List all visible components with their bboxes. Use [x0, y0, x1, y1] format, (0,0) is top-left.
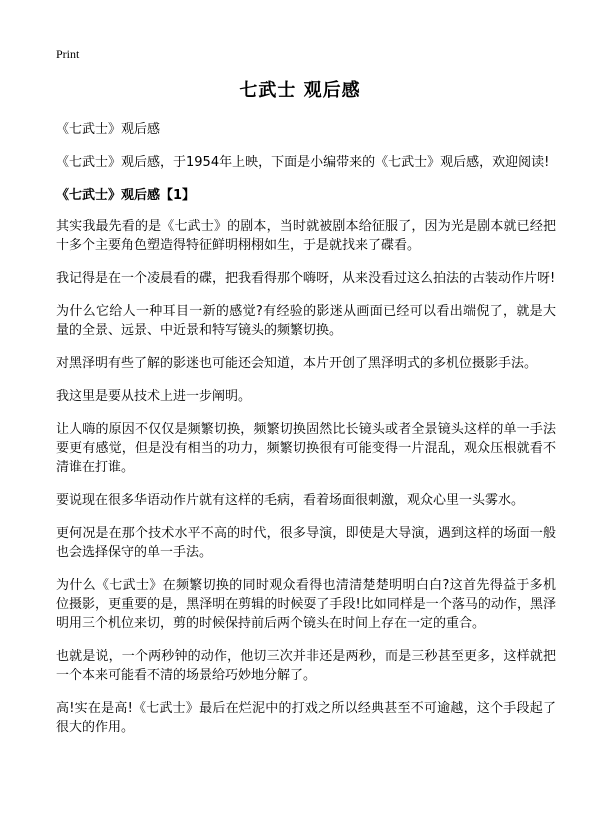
print-link[interactable]: Print [56, 47, 80, 61]
article-intro: 《七武士》观后感，于1954年上映，下面是小编带来的《七武士》观后感，欢迎阅读! [56, 155, 550, 170]
paragraph-9: 为什么《七武士》在频繁切换的同时观众看得也清清楚楚明明白白?这首先得益于多机位摄影，更重要的是，黑泽明在剪辑的时候耍了手段!比如同样是一个落马的动作，黑泽明用三个机位来切，剪的时候保持前后两个镜头在时间上存在一定的重合。 [56, 578, 556, 631]
paragraph-1: 其实我最先看的是《七武士》的剧本，当时就被剧本给征服了，因为光是剧本就已经把十多个主要角色塑造得特征鲜明栩栩如生，于是就找来了碟看。 [56, 219, 556, 253]
paragraph-4: 对黑泽明有些了解的影迷也可能还会知道，本片开创了黑泽明式的多机位摄影手法。 [56, 356, 538, 371]
article-body [56, 120, 556, 751]
paragraph-11: 高!实在是高!《七武士》最后在烂泥中的打戏之所以经典甚至不可逾越，这个手段起了很大的作用。 [56, 701, 556, 735]
paragraph-2: 我记得是在一个凌晨看的碟，把我看得那个嗨呀，从来没看过这么拍法的古装动作片呀! [56, 271, 556, 286]
page-title: 七武士 观后感 [239, 80, 361, 101]
paragraph-5: 我这里是要从技术上进一步阐明。 [56, 389, 252, 404]
paragraph-10: 也就是说，一个两秒钟的动作，他切三次并非还是两秒，而是三秒甚至更多，这样就把一个本来可能看不清的场景给巧妙地分解了。 [56, 649, 556, 683]
paragraph-6: 让人嗨的原因不仅仅是频繁切换，频繁切换固然比长镜头或者全景镜头这样的单一手法要更有感觉，但是没有相当的功力，频繁切换很有可能变得一片混乱，观众压根就看不清谁在打谁。 [56, 422, 556, 475]
paragraph-7: 要说现在很多华语动作片就有这样的毛病，看着场面很刺激，观众心里一头雾水。 [56, 493, 525, 508]
paragraph-3: 为什么它给人一种耳目一新的感觉?有经验的影迷从画面已经可以看出端倪了，就是大量的全景、远景、中近景和特写镜头的频繁切换。 [56, 304, 556, 338]
paragraph-8: 更何况是在那个技术水平不高的时代，很多导演，即使是大导演，遇到这样的场面一般也会选择保守的单一手法。 [56, 526, 556, 560]
article-subtitle: 《七武士》观后感 [56, 122, 161, 137]
section-heading: 《七武士》观后感【1】 [56, 188, 196, 203]
